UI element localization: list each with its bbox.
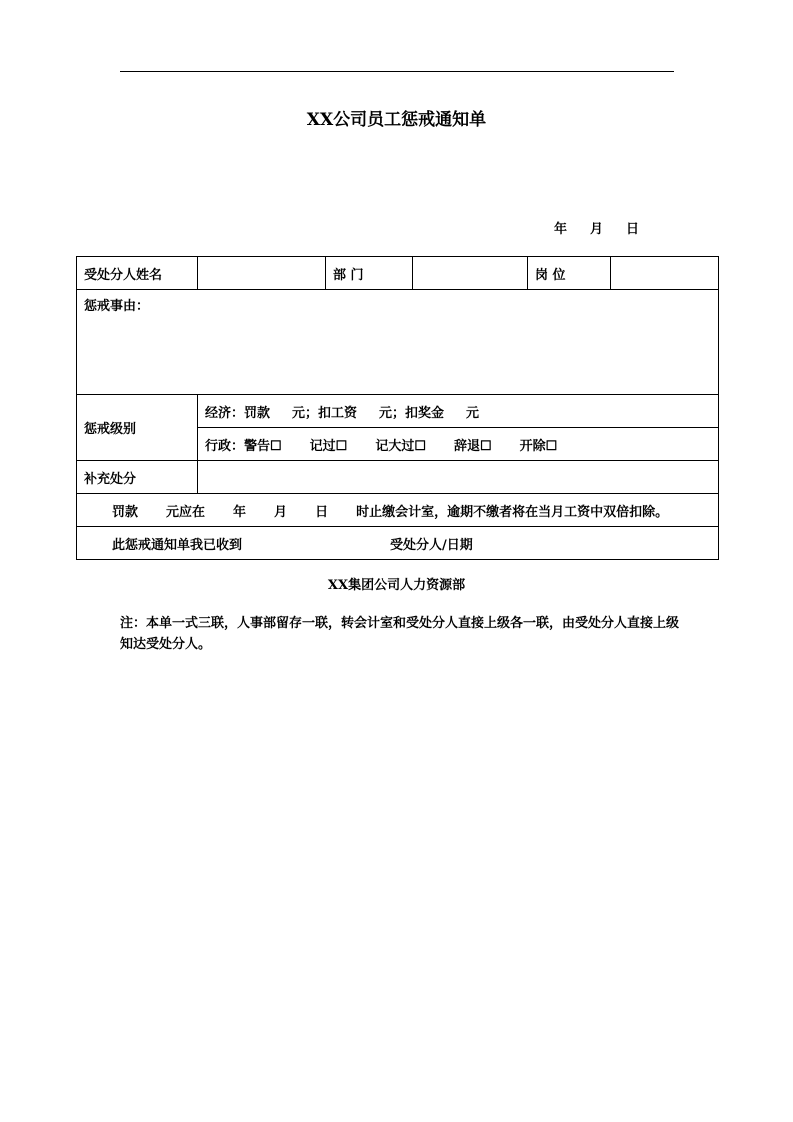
payment-month: 月 xyxy=(274,504,288,520)
name-value-cell[interactable] xyxy=(198,257,326,290)
issuer: XX集团公司人力资源部 xyxy=(327,578,466,593)
admin-demerit-option[interactable]: 记过☐ xyxy=(309,438,348,454)
dept-label: 部 门 xyxy=(326,257,413,290)
payment-yuan: 元应在 xyxy=(166,504,206,520)
date-year: 年 xyxy=(554,222,568,237)
admin-warning-option[interactable]: 行政：警告☐ xyxy=(205,438,282,454)
date-month: 月 xyxy=(590,222,604,237)
receipt-text: 此惩戒通知单我已收到 xyxy=(112,537,243,553)
reason-label: 惩戒事由： xyxy=(84,299,150,314)
name-label: 受处分人姓名 xyxy=(77,257,198,290)
level-label: 惩戒级别 xyxy=(77,395,198,461)
payment-year: 年 xyxy=(233,504,247,520)
admin-expulsion-option[interactable]: 开除☐ xyxy=(519,438,558,454)
payment-day: 日 xyxy=(315,504,329,520)
discipline-form-table xyxy=(76,256,719,560)
admin-penalty-cell xyxy=(198,428,719,461)
post-label: 岗 位 xyxy=(528,257,611,290)
note: 注：本单一式三联，人事部留存一联，转会计室和受处分人直接上级各一联，由受处分人直接上级知达受处分人。 xyxy=(120,616,680,652)
economic-prefix: 经济：罚款 xyxy=(205,405,271,421)
supplement-label: 补充处分 xyxy=(77,461,198,494)
economic-unit2: 元；扣奖金 xyxy=(379,405,445,421)
economic-unit3: 元 xyxy=(466,405,480,421)
reason-cell[interactable] xyxy=(77,290,719,395)
post-value-cell[interactable] xyxy=(611,257,719,290)
top-rule xyxy=(120,71,674,72)
payment-cell xyxy=(77,494,719,527)
date-line xyxy=(554,218,639,237)
receipt-sign: 受处分人/日期 xyxy=(390,537,473,553)
economic-penalty-cell xyxy=(198,395,719,428)
dept-value-cell[interactable] xyxy=(413,257,528,290)
page-title: XX公司员工惩戒通知单 xyxy=(306,110,487,130)
supplement-value-cell[interactable] xyxy=(198,461,719,494)
receipt-cell xyxy=(77,527,719,560)
payment-rest: 时止缴会计室，逾期不缴者将在当月工资中双倍扣除。 xyxy=(356,504,669,520)
date-day: 日 xyxy=(626,222,640,237)
economic-unit1: 元；扣工资 xyxy=(292,405,358,421)
admin-dismissal-option[interactable]: 辞退☐ xyxy=(453,438,492,454)
payment-fine: 罚款 xyxy=(112,504,139,520)
admin-major-demerit-option[interactable]: 记大过☐ xyxy=(375,438,426,454)
